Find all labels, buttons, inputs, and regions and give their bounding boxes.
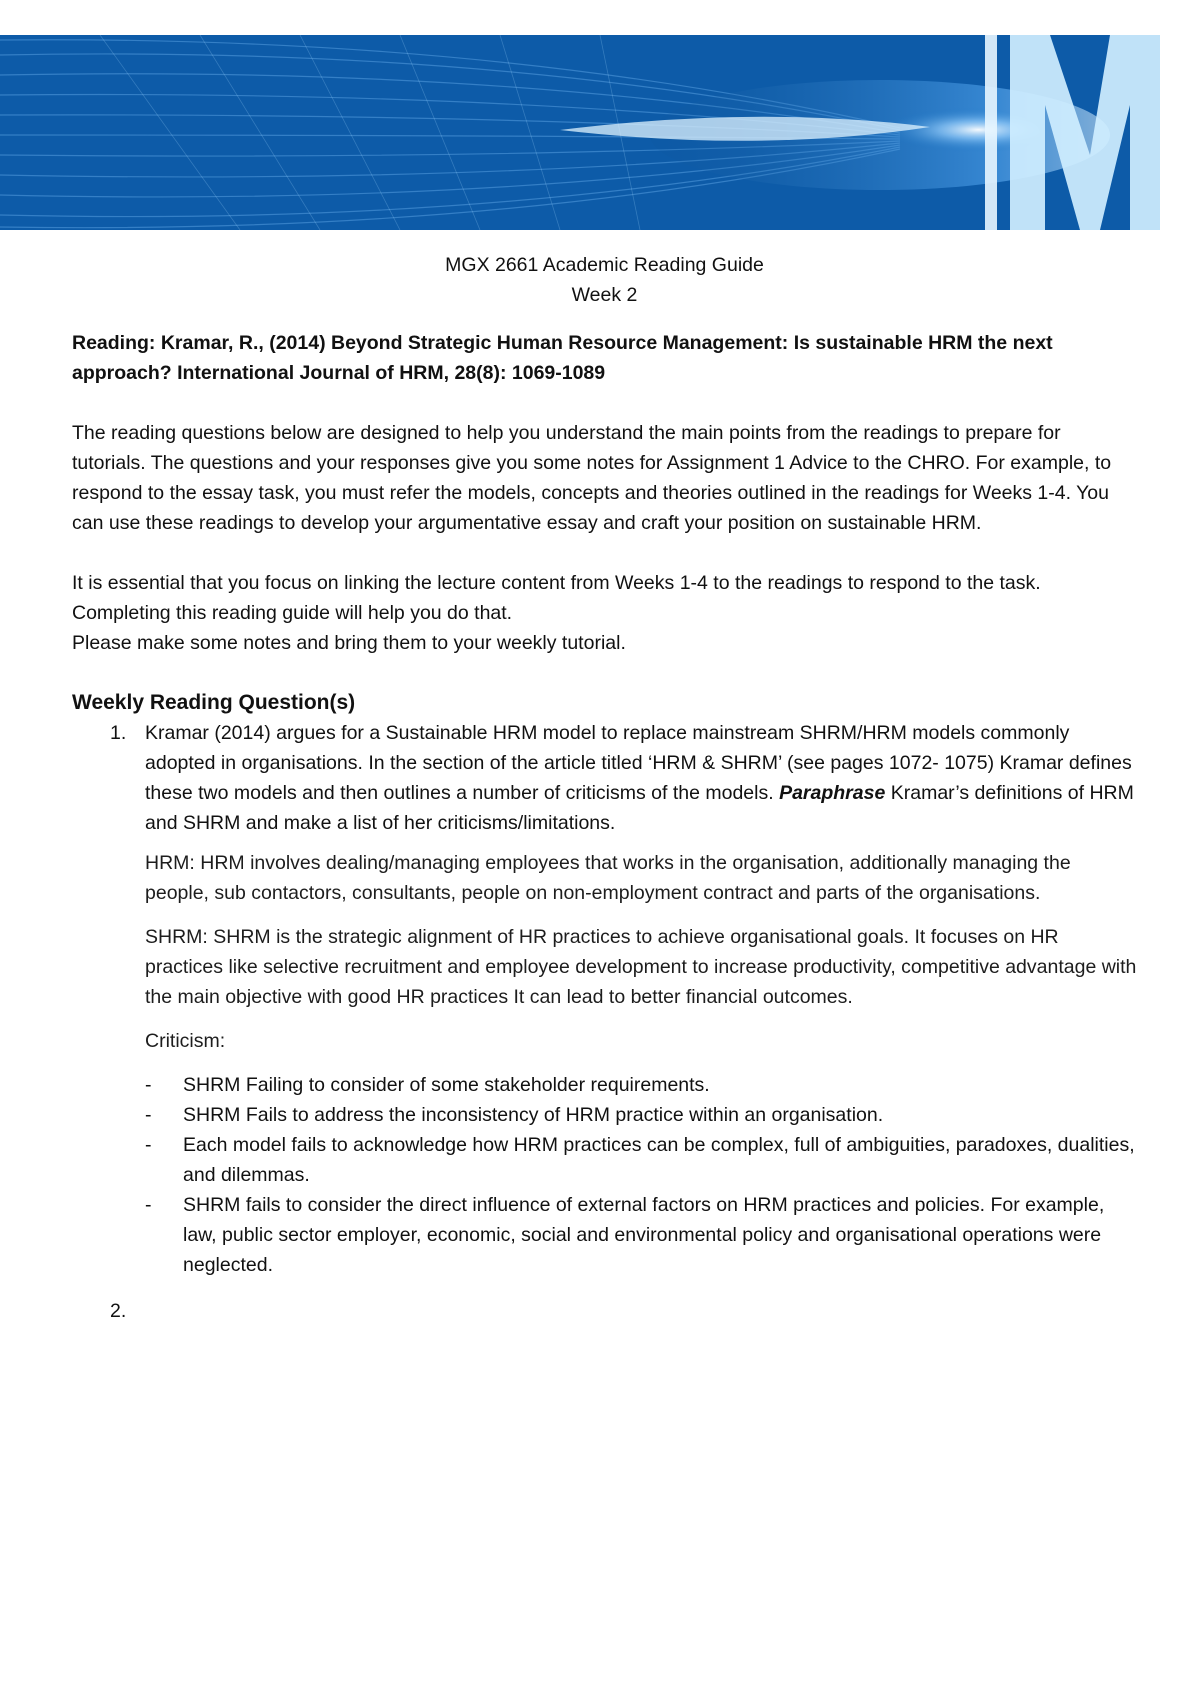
criticism-label: Criticism:	[145, 1030, 226, 1052]
intro-paragraph-2: It is essential that you focus on linking the lecture content from Weeks 1-4 to the readings to respond to the task. Completing this reading guide will help you do that.	[72, 572, 1041, 624]
reading-reference: Reading: Kramar, R., (2014) Beyond Strategic Human Resource Management: Is sustainable HRM the next approach? International Journal of HRM, 28(8): 1069-1089	[72, 332, 1053, 384]
bullet-dash: -	[145, 1134, 152, 1156]
question-text-before: Kramar (2014) argues for a Sustainable HRM model to replace mainstream SHRM/HRM models commonly adopted in organisations. In the section of the article titled ‘HRM & SHRM’ (see pages 1072- 1075) Kramar defines these two models and then outlines a number of criticisms of the models.	[145, 722, 1132, 804]
question-number: 1.	[110, 722, 127, 744]
bullet-dash: -	[145, 1074, 152, 1096]
question-number: 2.	[110, 1300, 127, 1322]
list-item	[145, 1130, 1137, 1190]
bullet-dash: -	[145, 1104, 152, 1126]
question-text-after: Kramar’s definitions of HRM and SHRM and make a list of her criticisms/limitations.	[145, 782, 1134, 834]
answer-hrm: HRM: HRM involves dealing/managing employees that works in the organisation, additionally managing the people, sub contactors, consultants, people on non-employment contract and parts of the organisations.	[145, 852, 1071, 904]
criticism-text: SHRM fails to consider the direct influence of external factors on HRM practices and policies. For example, law, public sector employer, economic, social and environmental policy and organisational operations were neglected.	[183, 1194, 1105, 1276]
document-header	[72, 250, 1137, 310]
criticism-list	[145, 1070, 1137, 1280]
intro-paragraph-1: The reading questions below are designed to help you understand the main points from the readings to prepare for tutorials. The questions and your responses give you some notes for Assignment 1 Advice to the CHRO. For example, to respond to the essay task, you must refer the models, concepts and theories outlined in the readings for Weeks 1-4. You can use these readings to develop your argumentative essay and craft your position on sustainable HRM.	[72, 422, 1112, 534]
list-item	[145, 1190, 1137, 1280]
criticism-text: Each model fails to acknowledge how HRM practices can be complex, full of ambiguities, paradoxes, dualities, and dilemmas.	[183, 1134, 1135, 1186]
criticism-text: SHRM Failing to consider of some stakeholder requirements.	[183, 1074, 710, 1096]
document-body	[72, 250, 1137, 1336]
question-emphasis: Paraphrase	[779, 782, 886, 804]
intro-paragraph-3: Please make some notes and bring them to your weekly tutorial.	[72, 632, 626, 654]
document-title: MGX 2661 Academic Reading Guide	[445, 254, 764, 276]
document-week: Week 2	[571, 284, 638, 306]
header-banner	[0, 35, 1160, 230]
section-heading: Weekly Reading Question(s)	[72, 691, 356, 714]
list-item	[145, 1100, 1137, 1130]
bullet-dash: -	[145, 1194, 152, 1216]
question-item	[72, 718, 1137, 1280]
question-text-empty	[145, 1296, 1137, 1326]
answer-shrm: SHRM: SHRM is the strategic alignment of HR practices to achieve organisational goals. It focuses on HR practices like selective recruitment and employee development to increase productivity, competitive advantage with the main objective with good HR practices It can lead to better financial outcomes.	[145, 926, 1137, 1008]
list-item	[145, 1070, 1137, 1100]
criticism-text: SHRM Fails to address the inconsistency of HRM practice within an organisation.	[183, 1104, 884, 1126]
banner-graphic	[0, 35, 1160, 230]
question-text	[145, 718, 1137, 838]
question-item	[72, 1296, 1137, 1326]
